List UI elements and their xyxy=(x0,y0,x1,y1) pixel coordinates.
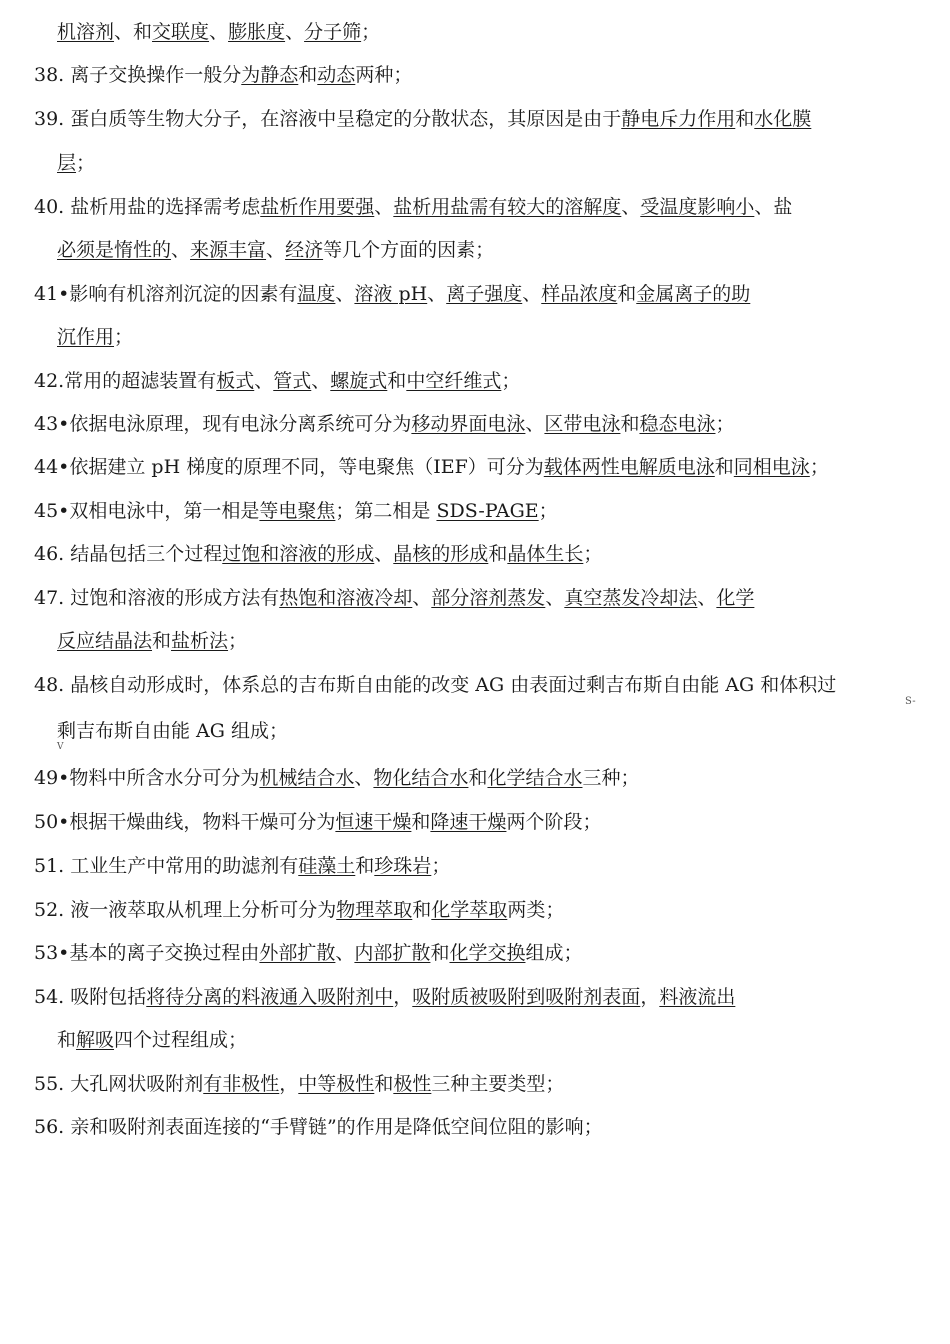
text-segment: 、盐 xyxy=(754,196,793,218)
text-segment: 、 xyxy=(697,587,717,609)
text-line xyxy=(34,852,450,880)
text-segment: 和 xyxy=(620,413,640,435)
text-segment: 和 xyxy=(488,543,508,565)
text-segment: 和 xyxy=(57,1029,77,1051)
underlined-answer: 沉作用 xyxy=(57,326,115,348)
underlined-answer: 样品浓度 xyxy=(541,283,618,305)
underlined-answer: 热饱和溶液冷却 xyxy=(279,587,413,609)
text-line xyxy=(34,193,792,221)
text-line xyxy=(57,1026,247,1054)
text-segment: 56. 亲和吸附剂表面连接的“手臂链”的作用是降低空间位阻的影响； xyxy=(34,1116,603,1138)
underlined-answer: 受温度影响小 xyxy=(640,196,755,218)
text-line xyxy=(34,671,836,699)
text-segment: 42.常用的超滤装置有 xyxy=(34,370,217,392)
underlined-answer: 金属离子的助 xyxy=(636,283,751,305)
text-segment: 、 xyxy=(171,239,191,261)
underlined-answer: 动态 xyxy=(317,64,356,86)
underlined-answer: 内部扩散 xyxy=(354,942,431,964)
text-segment: 三种主要类型； xyxy=(431,1073,565,1095)
underlined-answer: 等电聚焦 xyxy=(259,500,336,522)
underlined-answer: 温度 xyxy=(297,283,336,305)
text-segment: 、 xyxy=(254,370,274,392)
text-segment: 45•双相电泳中，第一相是 xyxy=(34,500,260,522)
text-segment: 、 xyxy=(335,283,355,305)
text-segment: 和 xyxy=(298,64,318,86)
text-segment: 和 xyxy=(430,942,450,964)
text-segment: 44•依据建立 pH 梯度的原理不同，等电聚焦（IEF）可分为 xyxy=(34,456,544,478)
underlined-answer: 吸附质被吸附到吸附剂表面 xyxy=(412,986,641,1008)
text-segment: 、 xyxy=(354,767,374,789)
text-segment: 、 xyxy=(412,587,432,609)
underlined-answer: 必须是惰性的 xyxy=(57,239,172,261)
text-segment: 46. 结晶包括三个过程 xyxy=(34,543,223,565)
underlined-answer: 膨胀度 xyxy=(228,21,286,43)
text-line xyxy=(34,280,750,308)
underlined-answer: 化学结合水 xyxy=(487,767,583,789)
underlined-answer: 盐析法 xyxy=(171,630,229,652)
underlined-answer: 层 xyxy=(57,152,77,174)
text-line xyxy=(34,939,582,967)
text-segment: 、和 xyxy=(114,21,153,43)
text-segment: ； xyxy=(228,630,248,652)
text-segment: 40. 盐析用盐的选择需考虑 xyxy=(34,196,261,218)
text-line xyxy=(34,1113,603,1141)
text-segment: ； xyxy=(361,21,381,43)
text-segment: 、 xyxy=(621,196,641,218)
text-segment: 、 xyxy=(374,196,394,218)
underlined-answer: SDS-PAGE xyxy=(436,500,539,522)
text-segment: 和 xyxy=(714,456,734,478)
text-segment: ； xyxy=(538,500,558,522)
text-line xyxy=(34,1070,564,1098)
text-segment: 51. 工业生产中常用的助滤剂有 xyxy=(34,855,299,877)
text-segment: ； xyxy=(501,370,521,392)
text-line xyxy=(34,896,564,924)
text-line xyxy=(34,367,520,395)
text-line xyxy=(34,764,639,792)
text-line xyxy=(34,61,412,89)
underlined-answer: 同相电泳 xyxy=(733,456,810,478)
text-segment: 52. 液一液萃取从机理上分析可分为 xyxy=(34,899,337,921)
underlined-answer: 载体两性电解质电泳 xyxy=(543,456,715,478)
underlined-answer: 有非极性 xyxy=(203,1073,280,1095)
text-line xyxy=(34,983,735,1011)
underlined-answer: 解吸 xyxy=(76,1029,115,1051)
underlined-answer: 恒速干燥 xyxy=(335,811,412,833)
text-segment: 54. 吸附包括 xyxy=(34,986,147,1008)
text-line xyxy=(34,410,734,438)
text-line xyxy=(57,627,247,655)
underlined-answer: 真空蒸发冷却法 xyxy=(564,587,698,609)
underlined-answer: 来源丰富 xyxy=(190,239,267,261)
text-line xyxy=(34,105,811,133)
text-segment: 三种； xyxy=(582,767,640,789)
margin-mark-right: S- xyxy=(905,696,916,707)
text-segment: 49•物料中所含水分可分为 xyxy=(34,767,260,789)
underlined-answer: 物理萃取 xyxy=(336,899,413,921)
text-segment: 和 xyxy=(374,1073,394,1095)
text-segment: 、 xyxy=(266,239,286,261)
underlined-answer: 区带电泳 xyxy=(544,413,621,435)
text-segment: 、 xyxy=(545,587,565,609)
underlined-answer: 料液流出 xyxy=(659,986,736,1008)
underlined-answer: 经济 xyxy=(285,239,324,261)
text-line xyxy=(34,497,558,525)
text-segment: 53•基本的离子交换过程由 xyxy=(34,942,260,964)
underlined-answer: 硅藻土 xyxy=(298,855,356,877)
underlined-answer: 交联度 xyxy=(152,21,210,43)
text-segment: 两种； xyxy=(355,64,413,86)
text-segment: ； xyxy=(114,326,134,348)
text-segment: 和 xyxy=(412,899,432,921)
text-segment: 38. 离子交换操作一般分 xyxy=(34,64,242,86)
text-segment: 和 xyxy=(468,767,488,789)
text-segment: 、 xyxy=(374,543,394,565)
underlined-answer: 晶核的形成 xyxy=(393,543,489,565)
text-line xyxy=(34,540,602,568)
underlined-answer: 反应结晶法 xyxy=(57,630,153,652)
text-line xyxy=(57,149,95,177)
text-segment: 和 xyxy=(735,108,755,130)
underlined-answer: 珍珠岩 xyxy=(374,855,432,877)
underlined-answer: 管式 xyxy=(273,370,312,392)
text-line xyxy=(57,717,288,745)
text-segment: 和 xyxy=(387,370,407,392)
text-segment: 、 xyxy=(427,283,447,305)
underlined-answer: 静电斥力作用 xyxy=(621,108,736,130)
text-segment: 50•根据干燥曲线，物料干燥可分为 xyxy=(34,811,336,833)
text-segment: 和 xyxy=(617,283,637,305)
text-segment: 四个过程组成； xyxy=(114,1029,248,1051)
underlined-answer: 机溶剂 xyxy=(57,21,115,43)
underlined-answer: 化学 xyxy=(716,587,755,609)
text-segment: ， xyxy=(393,986,413,1008)
text-segment: 和 xyxy=(411,811,431,833)
text-segment: 组成； xyxy=(525,942,583,964)
text-segment: 、 xyxy=(209,21,229,43)
text-line xyxy=(34,584,754,612)
text-line xyxy=(34,453,829,481)
text-line xyxy=(57,236,494,264)
underlined-answer: 化学交换 xyxy=(449,942,526,964)
underlined-answer: 稳态电泳 xyxy=(639,413,716,435)
text-line xyxy=(57,323,133,351)
text-segment: 、 xyxy=(335,942,355,964)
underlined-answer: 离子强度 xyxy=(446,283,523,305)
text-segment: 、 xyxy=(285,21,305,43)
underlined-answer: 降速干燥 xyxy=(430,811,507,833)
underlined-answer: 盐析用盐需有较大的溶解度 xyxy=(393,196,622,218)
underlined-answer: 部分溶剂蒸发 xyxy=(431,587,546,609)
underlined-answer: 过饱和溶液的形成 xyxy=(222,543,375,565)
margin-mark-left: V xyxy=(57,742,64,752)
underlined-answer: 晶体生长 xyxy=(507,543,584,565)
underlined-answer: 中空纤维式 xyxy=(406,370,502,392)
underlined-answer: 板式 xyxy=(216,370,255,392)
text-segment: ； xyxy=(715,413,735,435)
underlined-answer: 溶液 pH xyxy=(354,283,428,305)
text-segment: ， xyxy=(279,1073,299,1095)
underlined-answer: 外部扩散 xyxy=(259,942,336,964)
text-segment: 剩吉布斯自由能 AG 组成； xyxy=(57,720,288,742)
text-line xyxy=(34,808,601,836)
text-segment: 43•依据电泳原理，现有电泳分离系统可分为 xyxy=(34,413,412,435)
text-segment: 55. 大孔网状吸附剂 xyxy=(34,1073,204,1095)
text-segment: 两个阶段； xyxy=(506,811,602,833)
underlined-answer: 极性 xyxy=(393,1073,432,1095)
underlined-answer: 化学萃取 xyxy=(431,899,508,921)
underlined-answer: 将待分离的料液通入吸附剂中 xyxy=(146,986,394,1008)
text-segment: 两类； xyxy=(507,899,565,921)
text-segment: ， xyxy=(640,986,660,1008)
text-line xyxy=(57,18,380,46)
underlined-answer: 移动界面电泳 xyxy=(411,413,526,435)
underlined-answer: 中等极性 xyxy=(298,1073,375,1095)
text-segment: ； xyxy=(583,543,603,565)
text-segment: 41•影响有机溶剂沉淀的因素有 xyxy=(34,283,298,305)
text-segment: ； xyxy=(76,152,96,174)
text-segment: ；第二相是 xyxy=(335,500,437,522)
text-segment: 48. 晶核自动形成时，体系总的吉布斯自由能的改变 AG 由表面过剩吉布斯自由能 AG 和体积过 xyxy=(34,674,837,696)
text-segment: 、 xyxy=(525,413,545,435)
text-segment: ； xyxy=(809,456,829,478)
text-segment: 等几个方面的因素； xyxy=(323,239,495,261)
underlined-answer: 水化膜 xyxy=(754,108,812,130)
text-segment: 、 xyxy=(311,370,331,392)
text-segment: 47. 过饱和溶液的形成方法有 xyxy=(34,587,280,609)
text-segment: 和 xyxy=(355,855,375,877)
text-segment: 、 xyxy=(522,283,542,305)
text-segment: 39. 蛋白质等生物大分子，在溶液中呈稳定的分散状态，其原因是由于 xyxy=(34,108,622,130)
underlined-answer: 分子筛 xyxy=(304,21,362,43)
underlined-answer: 盐析作用要强 xyxy=(260,196,375,218)
underlined-answer: 物化结合水 xyxy=(373,767,469,789)
underlined-answer: 机械结合水 xyxy=(259,767,355,789)
underlined-answer: 为静态 xyxy=(241,64,299,86)
text-segment: ； xyxy=(431,855,451,877)
underlined-answer: 螺旋式 xyxy=(330,370,388,392)
text-segment: 和 xyxy=(152,630,172,652)
